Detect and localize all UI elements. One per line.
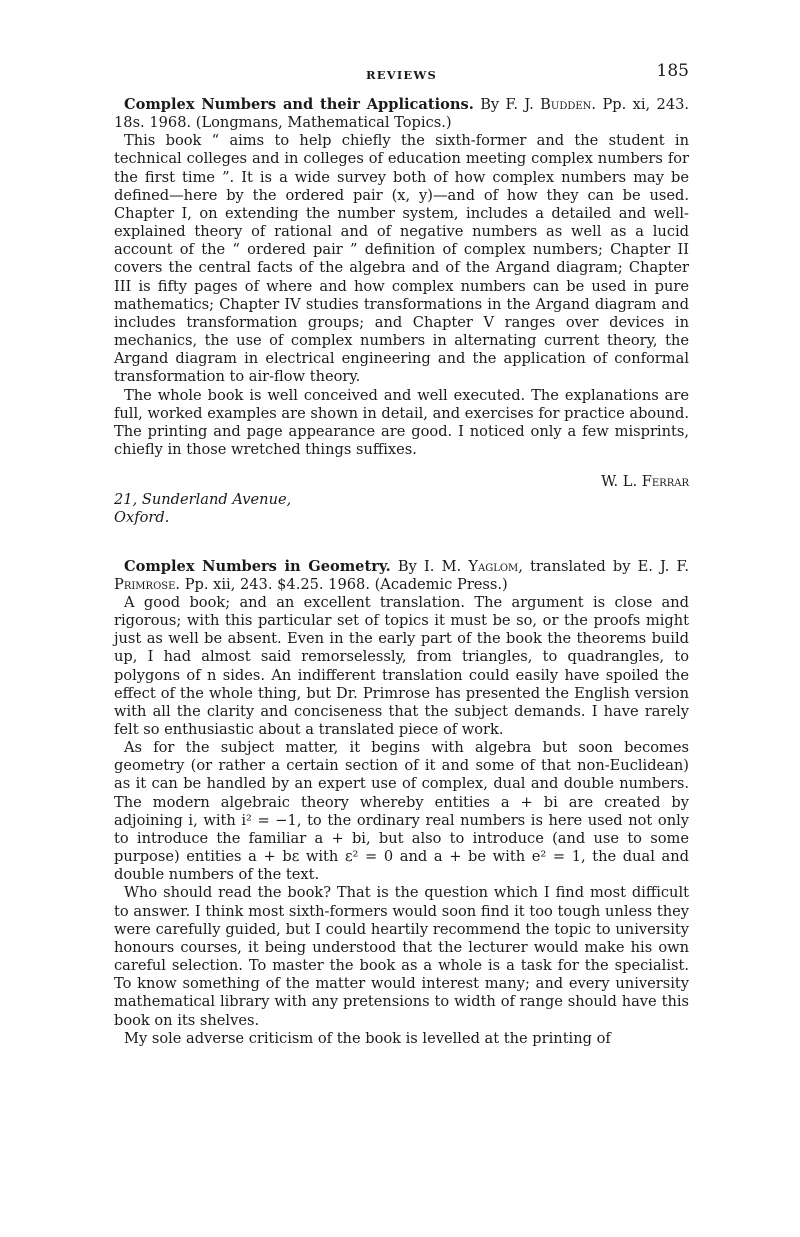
running-head-title: REVIEWS xyxy=(365,68,437,82)
reviewer-address xyxy=(114,491,689,527)
review-paragraph: As for the subject matter, it begins with algebra but soon becomes geometry (or rather a certain section of it and some of that non-Euclidean) as it can be handled by an expert use of complex, dual and double numbers. The modern algebraic theory whereby entities a + bi are created by adjoining i, with i² = −1, to the ordinary real numbers is here used not only to introduce the familiar a + bi, but also to introduce (and use to some purpose) entities a + bε with ε² = 0 and a + be with e² = 1, the dual and double numbers of the text. xyxy=(114,739,689,884)
running-head xyxy=(114,62,689,88)
page-number: 185 xyxy=(656,61,689,81)
review-header xyxy=(114,96,689,132)
translator-name: Primrose. xyxy=(114,575,181,593)
author-prefix: By I. M. xyxy=(397,557,462,575)
review-paragraph: This book “ aims to help chiefly the sixth-former and the student in technical colleges and in colleges of education meeting complex numbers for the first time ”. It is a wide survey both of how complex numbers may be defined—here by the ordered pair (x, y)—and of how they can be used. Chapter I, on extending the number system, includes a detailed and well-explained theory of rational and of negative numbers as well as a lucid account of the “ ordered pair ” definition of complex numbers; Chapter II covers the central facts of the algebra and of the Argand diagram; Chapter III is fifty pages of where and how complex numbers can be used in pure mathematics; Chapter IV studies transformations in the Argand diagram and includes transformation groups; and Chapter V ranges over devices in mechanics, the use of complex numbers in alternating current theory, the Argand diagram in electrical engineering and the application of conformal transformation to air-flow theory. xyxy=(114,132,689,386)
book-title: Complex Numbers in Geometry. xyxy=(124,557,391,575)
author-name: Yaglom, xyxy=(468,557,523,575)
review-budden xyxy=(114,96,689,528)
author-name: Budden. xyxy=(540,96,597,113)
review-paragraph: The whole book is well conceived and well executed. The explanations are full, worked examples are shown in detail, and exercises for practice abound. The printing and page appearance are good. I noticed only a few misprints, chiefly in those wretched things suffixes. xyxy=(114,386,689,458)
author-prefix: By F. J. xyxy=(480,96,534,113)
review-paragraph: Who should read the book? That is the question which I find most difficult to answer. I think most sixth-formers would soon find it too tough unless they were carefully guided, but I could heartily recommend the topic to university honours courses, it being understood that the lecturer would make his own careful selection. To master the book as a whole is a task for the specialist. To know something of the matter would interest many; and every university mathematical library with any pretensions to width of range should have this book on its shelves. xyxy=(114,884,689,1029)
review-header xyxy=(114,558,689,594)
review-paragraph: A good book; and an excellent translation. The argument is close and rigorous; with this particular set of topics it must be so, or the proofs might just as well be absent. Even in the early part of the book the theorems build up, I had almost said remorselessly, from triangles, to quadrangles, to polygons of n sides. An indifferent translation could easily have spoiled the effect of the whole thing, but Dr. Primrose has presented the English version with all the clarity and conciseness that the subject demands. I have rarely felt so enthusiastic about a translated piece of work. xyxy=(114,593,689,738)
review-paragraph: My sole adverse criticism of the book is levelled at the printing of xyxy=(124,1029,611,1047)
translator-prefix: translated by E. J. F. xyxy=(530,557,690,575)
reviewer-signature: W. L. Ferrar xyxy=(601,473,689,491)
journal-page xyxy=(114,62,689,1048)
address-line: 21, Sunderland Avenue, xyxy=(114,491,292,509)
book-details: Pp. xii, 243. $4.25. 1968. (Academic Press.) xyxy=(184,575,508,593)
book-title: Complex Numbers and their Applications. xyxy=(124,96,474,113)
review-yaglom xyxy=(114,558,689,1048)
book-details: Pp. xi, 243. 18s. 1968. (Longmans, Mathematical Topics.) xyxy=(114,96,690,132)
address-line: Oxford. xyxy=(114,509,170,527)
